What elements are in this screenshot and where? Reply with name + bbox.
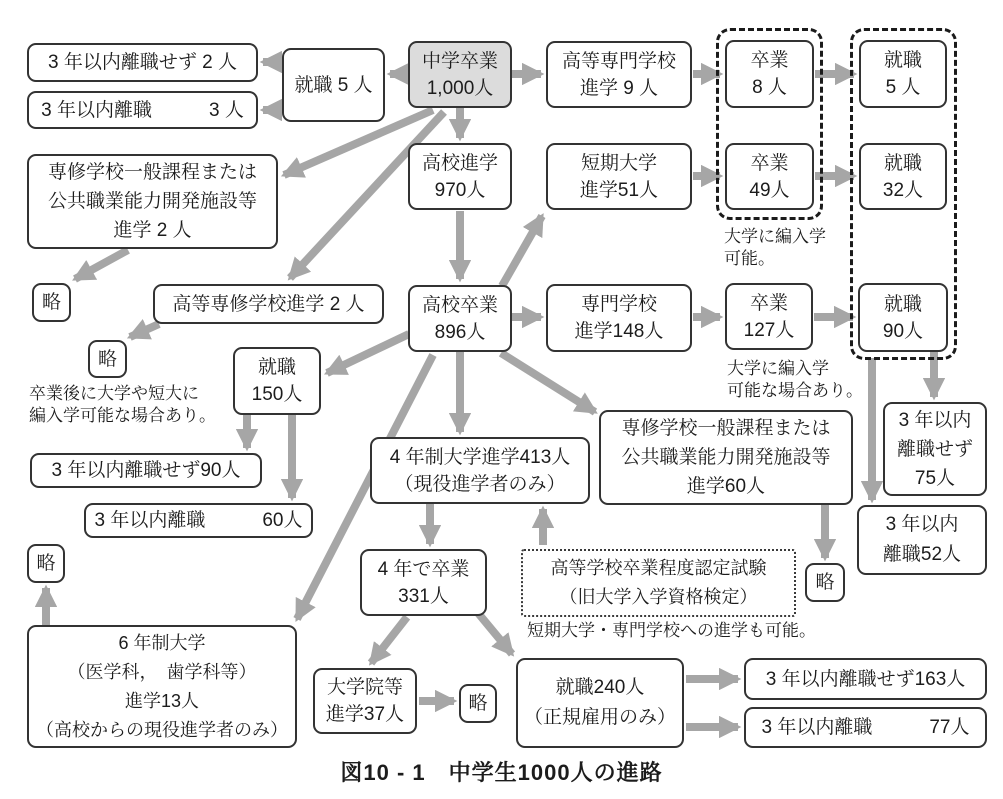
node-employment-150-label: 150人 <box>251 384 303 405</box>
node-junior-college-employment-32-label: 就職 <box>883 152 922 174</box>
node-no-quit-within-3y-163 <box>744 658 987 700</box>
node-graduate-school-entry-37 <box>313 668 417 734</box>
flow-arrow-21 <box>130 324 159 337</box>
flow-arrow-12 <box>502 216 542 286</box>
node-vocational-school-entry-148-label: 進学148人 <box>574 321 664 342</box>
node-junior-college-entry-51-label: 進学51人 <box>579 179 659 201</box>
flow-arrow-16 <box>327 334 409 373</box>
note-transfer-possible <box>724 226 826 270</box>
node-highschool-graduation-896-label: 高校卒業 <box>421 294 498 316</box>
flow-arrow-30 <box>478 613 512 654</box>
node-university-6y-entry-13-label: 進学13人 <box>124 690 200 711</box>
node-quit-within-3y-52 <box>857 505 987 575</box>
node-ryaku-4 <box>27 544 65 583</box>
node-ryaku-4-label: 略 <box>36 553 56 574</box>
node-highschool-graduation-896-label: 896人 <box>434 321 486 343</box>
node-graduate-in-4y-331-label: 4 年で卒業 <box>377 558 470 580</box>
node-ryaku-2-label: 略 <box>97 348 117 370</box>
node-kosen-entry-9 <box>546 41 692 108</box>
node-university-6y-entry-13-label: （医学科， 歯学科等） <box>67 661 257 682</box>
node-senshu-general-entry-60 <box>599 410 853 505</box>
node-vocational-graduate-127-label: 127人 <box>743 319 795 341</box>
node-senshu-general-entry-2-label: 専修学校一般課程または <box>47 162 257 183</box>
node-employment-150 <box>233 347 321 415</box>
note-transfer-possible-text: 大学に編入学 <box>724 227 826 246</box>
node-junior-high-graduation-label: 中学卒業 <box>421 50 498 72</box>
node-ryaku-3 <box>805 563 845 602</box>
node-koto-senshu-entry-2 <box>153 284 384 324</box>
node-ryaku-5 <box>459 684 497 723</box>
node-junior-high-graduation-label: 1,000人 <box>426 77 494 99</box>
node-highschool-entry-970-label: 高校進学 <box>421 152 498 174</box>
node-quit-within-3y-52-label: 離職52人 <box>882 544 962 565</box>
note-after-graduation-transfer-text: 編入学可能な場合あり。 <box>29 406 216 425</box>
node-no-quit-within-3y-90 <box>30 453 262 488</box>
node-highschool-graduation-896 <box>408 285 512 352</box>
node-kosen-entry-9-label: 進学 9 人 <box>579 77 659 99</box>
node-kosen-graduate-8-label: 卒業 <box>750 50 789 71</box>
node-employment-240 <box>516 658 684 748</box>
node-junior-college-employment-32 <box>859 143 947 210</box>
node-employment-240-label: （正規雇用のみ） <box>523 707 676 728</box>
node-quit-within-3y-3-label: 3 年以内離職 3 人 <box>41 99 244 121</box>
node-junior-college-graduate-49 <box>725 143 814 210</box>
node-employment-5-left-label: 就職 5 人 <box>294 74 373 96</box>
note-transfer-sometimes-text: 可能な場合あり。 <box>727 381 863 400</box>
figure-caption: 図10 - 1 中学生1000人の進路 <box>340 760 663 785</box>
node-vocational-employment-90-label: 就職 <box>883 293 922 315</box>
node-junior-college-entry-51-label: 短期大学 <box>580 152 657 174</box>
node-ryaku-2 <box>88 340 127 378</box>
node-vocational-employment-90-label: 90人 <box>882 320 924 342</box>
node-junior-college-entry-51 <box>546 143 692 210</box>
node-university-4y-entry-413-label: 4 年制大学進学413人 <box>389 446 571 468</box>
node-koto-senshu-entry-2-label: 高等専修学校進学 2 人 <box>172 293 365 315</box>
node-vocational-school-entry-148-label: 専門学校 <box>580 294 657 315</box>
node-highschool-entry-970 <box>408 143 512 210</box>
node-no-quit-within-3y-90-label: 3 年以内離職せず90人 <box>51 460 241 481</box>
node-quit-within-3y-77 <box>744 707 987 748</box>
node-no-quit-within-3y-75-label: 離職せず <box>896 438 973 460</box>
node-no-quit-within-3y-163-label: 3 年以内離職せず163人 <box>765 668 966 690</box>
node-graduate-school-entry-37-label: 進学37人 <box>325 704 405 725</box>
node-employment-240-label: 就職240人 <box>555 677 645 698</box>
node-highschool-entry-970-label: 970人 <box>434 179 486 201</box>
node-no-quit-within-3y-2-label: 3 年以内離職せず 2 人 <box>48 52 237 73</box>
node-vocational-graduate-127-label: 卒業 <box>749 292 788 314</box>
node-graduate-in-4y-331-label: 331人 <box>398 585 449 607</box>
node-university-6y-entry-13 <box>27 625 297 748</box>
note-transfer-possible-text: 可能。 <box>724 249 775 268</box>
node-employment-150-label: 就職 <box>257 357 296 378</box>
node-no-quit-within-3y-75-label: 75人 <box>914 467 956 489</box>
node-kosen-employment-5-label: 5 人 <box>885 77 921 98</box>
node-junior-high-graduation <box>408 41 512 108</box>
node-quit-within-3y-3 <box>27 91 258 129</box>
node-senshu-general-entry-60-label: 専修学校一般課程または <box>621 418 831 439</box>
node-quit-within-3y-52-label: 3 年以内 <box>885 514 959 535</box>
node-kosen-employment-5 <box>859 40 947 108</box>
node-junior-college-employment-32-label: 32人 <box>882 179 924 201</box>
node-quit-within-3y-77-label: 3 年以内離職 77人 <box>761 717 970 738</box>
node-vocational-graduate-127 <box>725 283 813 350</box>
flow-arrow-20 <box>75 250 128 279</box>
node-kosen-graduate-8-label: 8 人 <box>752 77 787 98</box>
node-junior-college-graduate-49-label: 卒業 <box>750 152 789 174</box>
node-quit-within-3y-60-label: 3 年以内離職 60人 <box>94 510 303 531</box>
node-no-quit-within-3y-2 <box>27 43 258 82</box>
node-no-quit-within-3y-75-label: 3 年以内 <box>898 409 972 431</box>
node-university-4y-entry-413-label: （現役進学者のみ） <box>394 473 566 495</box>
node-senshu-general-entry-60-label: 進学60人 <box>686 476 766 497</box>
node-senshu-general-entry-60-label: 公共職業能力開発施設等 <box>621 447 831 468</box>
node-senshu-general-entry-2 <box>27 154 278 249</box>
node-kosen-employment-5-label: 就職 <box>883 50 922 71</box>
note-transfer-sometimes-text: 大学に編入学 <box>727 359 829 378</box>
node-graduate-in-4y-331 <box>360 549 487 616</box>
node-graduate-school-entry-37-label: 大学院等 <box>326 677 403 698</box>
node-certification-exam-label: （旧大学入学資格検定） <box>559 587 758 607</box>
note-after-graduation-transfer <box>29 383 216 427</box>
node-certification-exam-label: 高等学校卒業程度認定試験 <box>550 558 767 578</box>
note-exam-paths-text: 短期大学・専門学校への進学も可能。 <box>527 621 816 640</box>
node-junior-college-graduate-49-label: 49人 <box>749 179 790 201</box>
node-vocational-school-entry-148 <box>546 284 692 352</box>
node-university-6y-entry-13-label: （高校からの現役進学者のみ） <box>36 719 288 740</box>
node-university-6y-entry-13-label: 6 年制大学 <box>118 632 206 653</box>
node-certification-exam <box>521 549 796 617</box>
note-after-graduation-transfer-text: 卒業後に大学や短大に <box>29 384 199 403</box>
node-kosen-graduate-8 <box>725 40 814 108</box>
node-employment-5-left <box>282 48 385 122</box>
node-ryaku-1 <box>32 283 71 322</box>
node-ryaku-1-label: 略 <box>41 292 61 313</box>
node-quit-within-3y-60 <box>84 503 313 538</box>
node-ryaku-5-label: 略 <box>468 693 488 714</box>
note-exam-paths <box>527 620 816 642</box>
note-transfer-sometimes <box>727 358 863 402</box>
node-vocational-employment-90 <box>858 283 948 352</box>
node-senshu-general-entry-2-label: 進学 2 人 <box>113 220 192 241</box>
flow-arrow-29 <box>371 617 407 663</box>
node-no-quit-within-3y-75 <box>883 402 987 496</box>
node-senshu-general-entry-2-label: 公共職業能力開発施設等 <box>47 191 257 212</box>
flow-arrow-18 <box>501 353 595 412</box>
node-kosen-entry-9-label: 高等専門学校 <box>561 50 676 72</box>
node-ryaku-3-label: 略 <box>815 572 835 593</box>
node-university-4y-entry-413 <box>370 437 590 504</box>
